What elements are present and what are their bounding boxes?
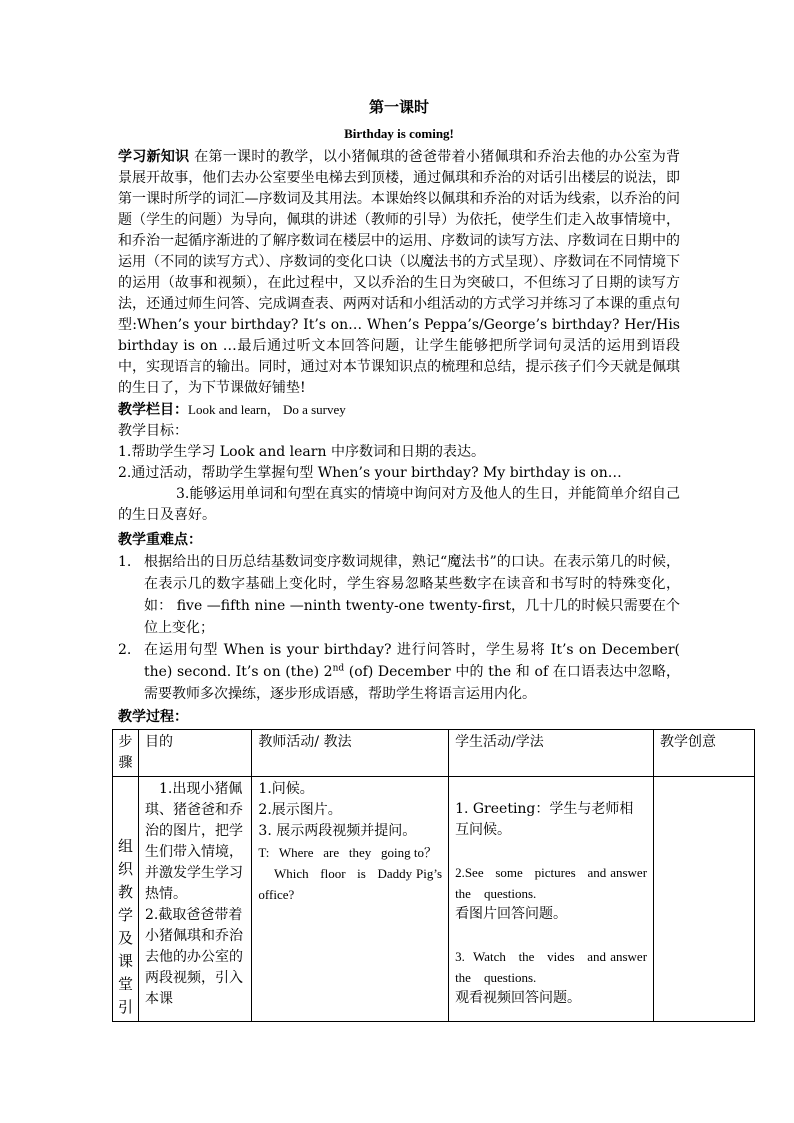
purpose-item-2: 2.截取爸爸带着小猪佩琪和乔治去他的办公室的两段视频，引入本课 [145, 907, 243, 1007]
difficulty-item-1 [118, 551, 680, 639]
document-page [117, 96, 717, 1022]
teacher-item-4: T: Where are they going to？ [258, 845, 437, 860]
student-cell [449, 777, 661, 1022]
header-teacher: 教师活动/ 教法 [252, 730, 449, 777]
page-subtitle: Birthday is coming! [344, 126, 454, 141]
process-heading: 教学过程： [118, 709, 188, 725]
column-line [118, 399, 680, 421]
difficulty-text-2 [144, 639, 680, 705]
objective-item-3-text: 3.能够运用单词和句型在真实的情境中询问对方及他人的生日，并能简单介绍自己的生日及喜好。 [118, 486, 680, 523]
header-step: 步骤 [113, 730, 139, 777]
teacher-item-5: Which floor is Daddy Pig’s office? [258, 866, 449, 902]
objectives-heading: 教学目标： [118, 423, 188, 439]
intro-paragraph [118, 147, 680, 399]
teacher-cell [252, 777, 449, 1022]
student-item-1: 1. Greeting：学生与老师相互问候。 [455, 801, 634, 838]
student-item-2: 2.See some pictures and answer the questions. [455, 865, 661, 901]
header-purpose: 目的 [139, 730, 252, 777]
step-cell [113, 777, 139, 1022]
difficulty-number-2: 2. [118, 642, 132, 658]
student-item-5: 观看视频回答问题。 [455, 990, 582, 1006]
intro-label: 学习新知识 [118, 149, 190, 165]
student-item-4: 3. Watch the vides and answer the questions. [455, 949, 661, 985]
table-header-row [113, 730, 755, 777]
difficulty-text-2-pre: 在运用句型 When is your birthday? 进行问答时，学生易将 It’s on December( the) second. It’s on (the) 2 [144, 642, 680, 680]
teacher-item-3: 3. 展示两段视频并提问。 [258, 823, 417, 839]
creative-cell [654, 777, 755, 1022]
objective-item-1: 1.帮助学生学习 Look and learn 中序数词和日期的表达。 [118, 444, 485, 460]
page-title: 第一课时 [368, 98, 429, 116]
difficulty-text-2-post: (of) December 中的 the 和 of 在口语表达中忽略，需要教师多次操练，逐步形成语感，帮助学生将语言运用内化。 [144, 664, 680, 702]
teacher-item-1: 1.问候。 [258, 781, 314, 797]
step-label: 组织教学及课堂引 [117, 837, 133, 1016]
objective-item-3 [118, 484, 680, 526]
difficulty-item-2 [118, 639, 680, 705]
difficulty-number-1: 1. [118, 554, 132, 570]
header-creative: 教学创意 [654, 730, 755, 777]
column-label: 教学栏目： [118, 402, 188, 418]
table-row [113, 777, 755, 1022]
purpose-cell [139, 777, 252, 1022]
objective-item-2: 2.通过活动，帮助学生掌握句型 When’s your birthday? My birthday is on… [118, 465, 622, 481]
student-item-3: 看图片回答问题。 [455, 906, 568, 922]
purpose-item-1: 1.出现小猪佩琪、猪爸爸和乔治的图片，把学生们带入情境，并激发学生学习热情。 [145, 781, 243, 902]
teacher-item-2: 2.展示图片。 [258, 802, 342, 818]
process-table [112, 729, 755, 1022]
difficulty-text-2-sup: nd [332, 663, 345, 674]
header-student: 学生活动/学法 [449, 730, 654, 777]
difficulty-text-1: 根据给出的日历总结基数词变序数词规律，熟记“魔法书”的口诀。在表示第几的时候，在表示几的数字基础上变化时，学生容易忽略某些数字在读音和书写时的特殊变化，如： five —fifth nine —ninth twenty-one twenty-first，几十几的时候只需要在个位上变化； [144, 554, 680, 636]
difficulties-heading: 教学重难点： [118, 532, 202, 548]
intro-text: 在第一课时的教学，以小猪佩琪的爸爸带着小猪佩琪和乔治去他的办公室为背景展开故事，他们去办公室要坐电梯去到顶楼，通过佩琪和乔治的对话引出楼层的说法，即第一课时所学的词汇—序数词及其用法。本课始终以佩琪和乔治的对话为线索，以乔治的问题（学生的问题）为导向，佩琪的讲述（教师的引导）为依托，使学生们走入故事情境中，和乔治一起循序渐进的了解序数词在楼层中的运用、序数词的读写方法、序数词在日期中的运用（不同的读写方式）、序数词的变化口诀（以魔法书的方式呈现）、序数词在不同情境下的运用（故事和视频），在此过程中，又以乔治的生日为突破口，不但练习了日期的读写方法，还通过师生问答、完成调查表、两两对话和小组活动的方式学习并练习了本课的重点句型:When’s your birthday? It’s on… When’s Peppa’s/George’s birthday? Her/His birthday is on …最后通过听文本回答问题，让学生能够把所学词句灵活的运用到语段中，实现语言的输出。同时，通过对本节课知识点的梳理和总结，提示孩子们今天就是佩琪的生日了，为下节课做好铺垫! [118, 149, 681, 396]
column-text: Look and learn， Do a survey [188, 402, 346, 417]
